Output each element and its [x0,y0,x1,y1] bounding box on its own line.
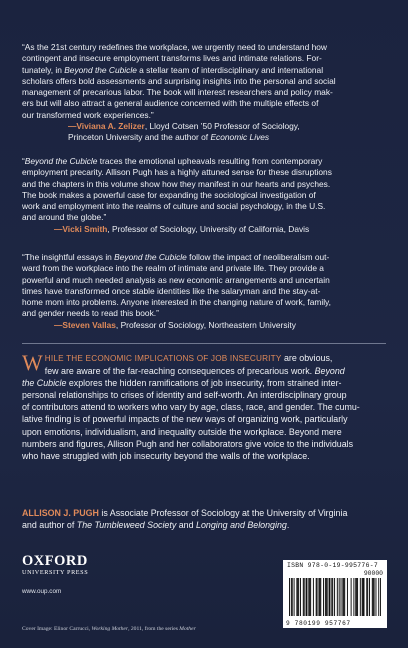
quote-line: home mom into problems. Anyone interested in the changing nature of work, family, [22,297,331,308]
barcode-bar [342,578,343,616]
blurb-smith [22,156,387,235]
barcode-bar [378,578,379,616]
barcode-bar [323,578,324,616]
barcode-bar [292,578,293,616]
author-name: Vicki Smith [62,223,108,234]
book-title: the Cubicle [22,378,67,389]
barcode-bar [308,578,309,616]
barcode-bar [306,578,307,616]
attribution: —Steven Vallas, Professor of Sociology, Northeastern University [54,319,296,330]
barcode-bar [351,578,352,616]
barcode-bar [362,578,363,616]
barcode-digits: 9 780199 957767 [286,620,351,627]
quote-line: work and employment into the realms of culture and social psychology, in the U.S. [22,201,326,212]
barcode-bar [317,578,318,616]
quote-line: tunately, in Beyond the Cubicle a stellar team of interdisciplinary and international [22,64,324,75]
barcode-bar [325,578,326,616]
book-title: Beyond the Cubicle [114,252,187,262]
quote-line: contingent and insecure employment transforms lives and intimate relations. For- [22,53,322,64]
book-title: The Tumbleweed Society [76,520,177,531]
book-title: Beyond the Cubicle [24,156,98,166]
barcode-bar [332,578,333,616]
attribution: Princeton University and the author of Economic Lives [68,132,270,143]
publisher-name: OXFORD [22,553,88,569]
author-bio [22,507,388,531]
book-title: Beyond [314,366,345,377]
quote-line: powerful and much needed analysis as new economic arrangements and uncertain [22,274,330,285]
description-line: who have struggled with job insecurity beyond the walls of the workplace. [22,450,310,461]
barcode-bar [334,578,335,616]
quote-line: ward from the workplace into the realm of intimate and private life. They provide a [22,263,324,274]
attribution: —Viviana A. Zelizer, Lloyd Cotsen ’50 Professor of Sociology, [68,121,300,132]
bio-line: ALLISON J. PUGH is Associate Professor of Sociology at the University of Virginia [22,508,348,518]
barcode-bar [373,578,374,616]
barcode-bar [329,578,330,616]
attribution: —Vicki Smith, Professor of Sociology, University of California, Davis [54,223,310,234]
blurb-zelizer [22,42,387,144]
barcode-bar [319,578,320,616]
quote-line: “The insightful essays in Beyond the Cubicle follow the impact of neoliberalism out- [22,252,330,262]
description-line: personal relationships to crises of identity and self-worth. An interdisciplinary group [22,390,347,401]
barcode-bar [355,578,356,616]
description-line: WHILE THE ECONOMIC IMPLICATIONS OF JOB INSECURITY are obvious, [22,350,333,375]
quote-line: scholars offers bold assessments and surprising insights into the personal and social [22,75,336,86]
barcode-bar [297,578,298,616]
barcode-bar [320,578,321,616]
isbn-text: ISBN 978-0-19-995776-7 [287,562,378,569]
barcode-bar [326,578,327,616]
book-title: Beyond the Cubicle [64,64,137,75]
quote-line: our transformed work experiences.” [22,109,154,120]
barcode-bar [316,578,317,616]
barcode-bar [309,578,310,616]
barcode-bar [357,578,358,616]
barcode-bars [289,578,381,616]
quote-line: “As the 21st century redefines the workplace, we urgently need to understand how [22,42,327,52]
barcode-bar [329,578,330,616]
drop-cap: W [22,350,43,375]
book-title: Longing and Belonging [196,520,287,531]
barcode-bar [347,578,348,616]
description-line: few are aware of the far-reaching consequences of precarious work. Beyond [44,366,345,377]
isbn-barcode [283,560,387,628]
barcode-bar [366,578,367,616]
barcode-bar [343,578,344,616]
barcode-bar [367,578,368,616]
author-name: Steven Vallas [62,319,116,330]
quote-line: employment precarity. Allison Pugh has a highly attuned sense for these disruptions [22,167,332,178]
barcode-bar [318,578,319,616]
barcode-bar [300,578,301,616]
barcode-bar [363,578,364,616]
description-line: numbers and figures, Allison Pugh and her collaborators give voice to the individuals [22,438,354,449]
blurb-vallas [22,252,387,331]
barcode-bar [375,578,376,616]
barcode-bar [356,578,357,616]
barcode-bar [341,578,342,616]
barcode-bar [306,578,307,616]
description-line: the Cubicle explores the hidden ramifications of job insecurity, from strained inter- [22,378,342,389]
cover-credit: Cover Image: Elinor Carrucci, Working Mother, 2011, from the series Mother [22,626,196,632]
barcode-bar [360,578,361,616]
quote-line: management of precarious labor. The book will interest researchers and policy mak- [22,87,333,98]
description-line: of contributors attend to workers who vary by age, class, race, and gender. The cumu- [22,402,360,413]
editor-name: ALLISON J. PUGH [22,508,99,518]
publisher-subtitle: UNIVERSITY PRESS [22,569,89,576]
description-line: upon emotions, individualism, and inequality outside the workplace. Beyond mere [22,426,342,437]
barcode-bar [331,578,332,616]
barcode-bar [310,578,311,616]
book-title: Economic Lives [210,132,270,143]
barcode-bar [380,578,381,616]
bio-line: and author of The Tumbleweed Society and Longing and Belonging. [22,520,290,531]
barcode-bar [372,578,373,616]
barcode-bar [337,578,338,616]
barcode-bar [344,578,345,616]
quote-line: The book makes a powerful case for expanding the sociological investigation of [22,189,316,200]
divider [22,343,386,344]
barcode-bar [298,578,299,616]
quote-line: ers but will also attract a general audience concerned with the multiple effects of [22,98,319,109]
barcode-bar [353,578,354,616]
barcode-bar [289,578,290,616]
barcode-bar [374,578,375,616]
publisher-url: www.oup.com [22,588,62,595]
barcode-bar [364,578,365,616]
barcode-bar [313,578,314,616]
barcode-bar [369,578,370,616]
publisher-logo [22,553,88,576]
quote-line: and the chapters in this volume show how they manifest in our hearts and psyches. [22,178,331,189]
book-description [22,352,388,462]
price-code: 90000 [363,570,383,577]
barcode-bar [339,578,340,616]
quote-line: and gender needs to read this book.” [22,308,159,319]
description-line: lative finding is of powerful impacts of the new ways of organizing work, particularly [22,414,348,425]
barcode-bar [294,578,295,616]
barcode-bar [296,578,297,616]
quote-line: times have transformed once stable identities like the salaryman and the stay-at- [22,285,321,296]
barcode-bar [303,578,304,616]
barcode-bar [291,578,292,616]
quote-line: “Beyond the Cubicle traces the emotional upheavals resulting from contemporary [22,156,323,166]
barcode-bar [327,578,328,616]
barcode-bar [304,578,305,616]
quote-line: and around the globe.” [22,212,107,223]
author-name: Viviana A. Zelizer [76,121,145,132]
